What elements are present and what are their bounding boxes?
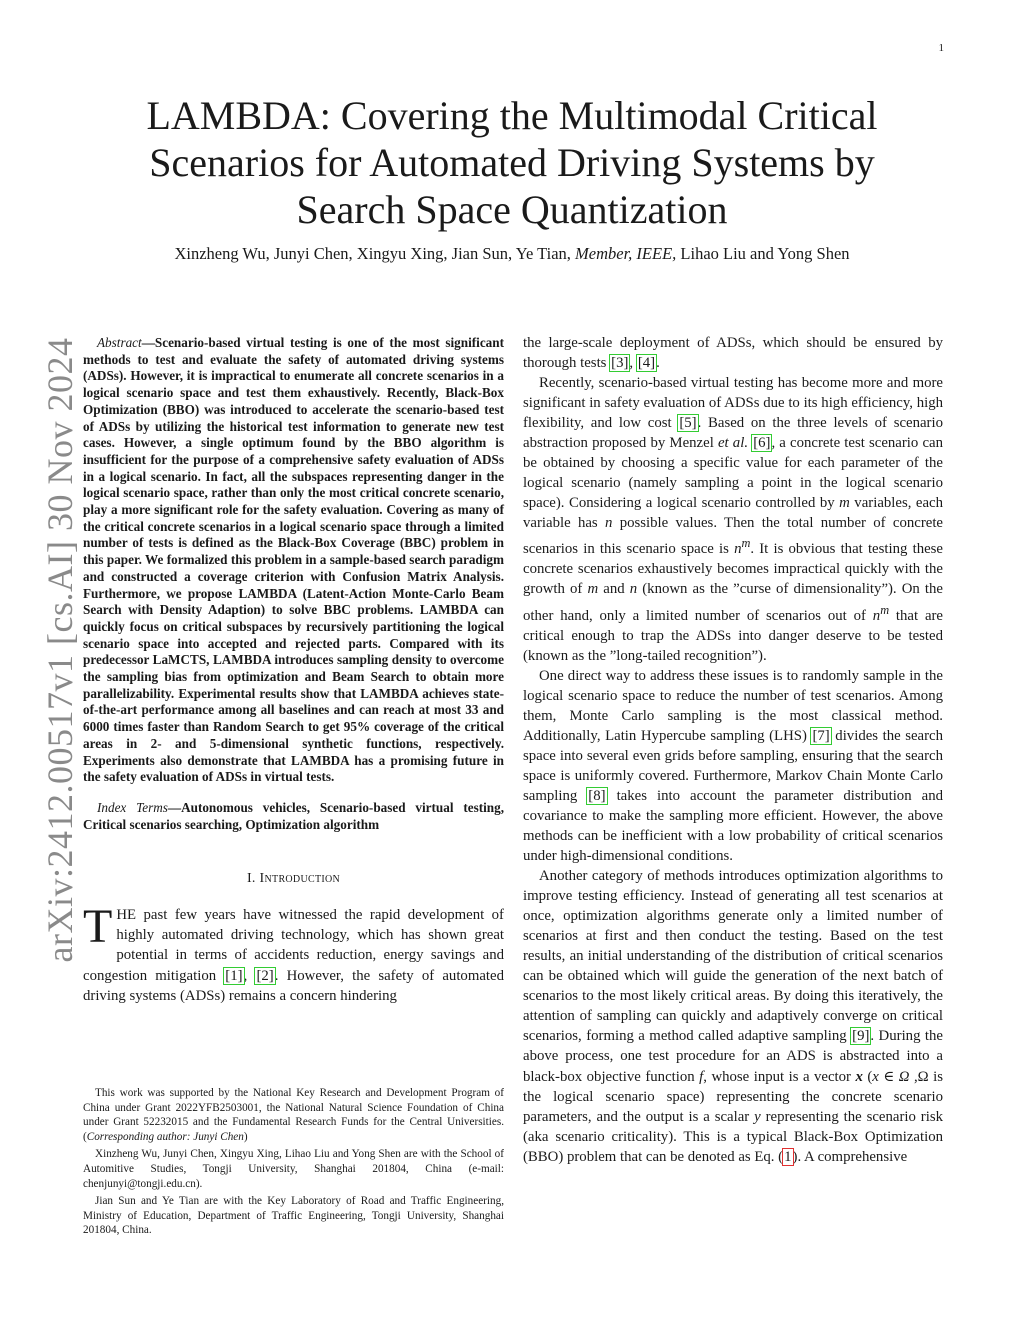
text: variables, each variable has — [523, 495, 944, 532]
text: and — [598, 581, 630, 598]
intro-text-b: . However, the safety of automated driving systems (ADSs) remains a concern hindering — [83, 967, 504, 1004]
abstract — [83, 335, 504, 786]
page-number: 1 — [938, 42, 944, 54]
left-column — [83, 335, 504, 1006]
math-var: n — [605, 515, 613, 532]
text: Recently, scenario-based virtual testing has become more and more significant in safety evaluation of ADSs due to its high efficiency, high flexibility, and low cost — [523, 375, 943, 432]
math-var: n — [872, 607, 881, 624]
equation-link[interactable]: 1 — [784, 1148, 792, 1165]
paragraph — [523, 373, 943, 666]
citation-link[interactable]: [8] — [588, 787, 606, 804]
text: that are critical enough to trap the ADSs into danger deserve to be tested (known as the ”long-tailed recognition”). — [523, 607, 944, 664]
footnote-corresponding: Corresponding author: Junyi Chen — [86, 1130, 244, 1143]
index-terms-lead: Index Terms — [97, 799, 168, 815]
math-expression: x ∈ Ω — [872, 1068, 910, 1085]
drop-cap: T — [83, 900, 113, 954]
intro-text-a: past few years have witnessed the rapid development of highly automated driving technology, which has shown great potential in terms of accidents reduction, energy savings and congestion mitigation — [83, 907, 504, 984]
right-column — [523, 333, 943, 1167]
math-var: y — [754, 1108, 761, 1125]
text: . It is obvious that testing these concrete scenarios exhaustively becomes impractical quickly with the growth of — [523, 541, 943, 598]
text: possible values. Then the total number of concrete scenarios in this scenario space is — [523, 515, 943, 558]
text: , whose input is a vector — [703, 1068, 856, 1085]
math-var: m — [839, 495, 850, 512]
authors-membership: Member, IEEE, — [575, 244, 677, 263]
section-numeral: I. — [246, 871, 256, 887]
text: . — [656, 355, 660, 372]
text: . During the above process, one test procedure for an ADS is abstracted into a black-box objective function — [523, 1028, 943, 1085]
paragraph — [523, 333, 943, 373]
paragraph — [523, 866, 943, 1167]
math-var: f — [699, 1068, 704, 1085]
citation-link[interactable]: [4] — [637, 355, 656, 372]
text: representing the scenario risk (aka scenario criticality). This is a typical Black-Box Optimization (BBO) problem that can be denoted as Eq. ( — [523, 1108, 943, 1165]
intro-paragraph — [83, 900, 504, 1005]
citation-link[interactable]: [2] — [256, 967, 274, 984]
citation-link[interactable]: [3] — [611, 355, 629, 372]
text: ,Ω is the logical scenario space) representing the concrete scenario parameters, and the output is a scalar — [523, 1068, 943, 1125]
paper-title — [100, 92, 924, 233]
section-heading-introduction — [83, 871, 504, 887]
citation-link[interactable]: [9] — [852, 1028, 870, 1045]
text: , a concrete test scenario can be obtained by choosing a specific value for each parameter of the logical scenario (namely sampling a point in the logical scenario space). Considering a logical scenario controlled by — [523, 435, 943, 512]
math-vector: x — [855, 1068, 863, 1085]
footnote-close: ) — [243, 1130, 248, 1143]
abstract-text: —Scenario-based virtual testing is one of the most significant methods to test and evaluate the safety of automated driving systems (ADSs). However, it is impractical to enumerate all concrete scenarios in a logical scenario space and test them exhaustively. Recently, Black-Box Optimization (BBO) was introduced to accelerate the scenario-based test of ADSs by utilizing the historical test information to generate new test cases. However, a single optimum found by the BBO algorithm is insufficient for the purpose of a comprehensive safety evaluation of ADSs in a logical scenario. In fact, all the subspaces representing danger in the logical scenario space, rather than only the most critical concrete scenario, play a more significant role for the safety evaluation. Covering as many of the critical concrete scenarios in a logical scenario space through a limited number of tests is defined as the Black-Box Coverage (BBC) problem in this paper. We formalized this problem in a sample-based search paradigm and constructed a coverage criterion with Confusion Matrix Analysis. Furthermore, we propose LAMBDA (Latent-Action Monte-Carlo Beam Search with Density Adaption) to solve BBC problems. LAMBDA can quickly focus on critical subspaces by recursively partitioning the logical scenario space into accepted and rejected parts. Compared with its predecessor LaMCTS, LAMBDA introduces sampling density to overcome the sampling bias from optimization and Beam Search to obtain more parallelizability. Experimental results show that LAMBDA achieves state-of-the-art performance among all baselines and can reach at most 33 and 6000 times faster than Random Search to get 95% coverage of the critical areas in 2- and 5-dimensional synthetic functions, respectively. Experiments also demonstrate that LAMBDA has a promising future in the safety evaluation of ADSs in virtual tests. — [83, 335, 504, 785]
intro-first-word: HE — [116, 907, 137, 924]
math-exponent: m — [880, 602, 890, 617]
text: divides the search space into several even grids before sampling, ensuring that the search space is uniformly covered. Furthermore, Markov Chain Monte Carlo sampling — [523, 727, 943, 804]
index-terms-text: —Autonomous vehicles, Scenario-based virtual testing, Critical scenarios searching, Optimization algorithm — [83, 799, 504, 832]
math-var: n — [629, 581, 638, 598]
text: (known as the ”curse of dimensionality”). On the other hand, only a limited number of scenarios out of — [523, 581, 944, 624]
author-list — [80, 244, 944, 264]
title-line-3: Search Space Quantization — [296, 187, 728, 232]
arxiv-identifier: arXiv:2412.00517v1 [cs.AI] 30 Nov 2024 — [40, 337, 80, 963]
footnote-affiliation-1: Xinzheng Wu, Junyi Chen, Xingyu Xing, Lihao Liu and Yong Shen are with the School of Automitive Studies, Tongji University, Shanghai 201804, China (e-mail: chenjunyi@tongji.edu.cn). — [83, 1148, 504, 1190]
title-line-2: Scenarios for Automated Driving Systems by — [149, 140, 875, 185]
text: the large-scale deployment of ADSs, which should be ensured by thorough tests — [523, 335, 943, 372]
math-exponent: m — [741, 536, 751, 551]
text: . Based on the three levels of scenario abstraction proposed by Menzel — [523, 415, 943, 452]
intro-sep: , — [243, 967, 256, 984]
footnotes — [83, 1086, 504, 1241]
abstract-lead: Abstract — [97, 335, 142, 350]
citation-link[interactable]: [5] — [679, 415, 697, 432]
text: Another category of methods introduces optimization algorithms to improve testing efficiency. Instead of generating all test scenarios at once, optimization algorithms generate only a limited number of scenarios at first and then conduct the testing. Based on the test results, an initial understanding of the distribution of critical scenarios can be obtained which will guide the generation of the next batch of scenarios to the most likely critical areas. By doing this iteratively, the attention of sampling can quickly and adaptively converge on critical scenarios, forming a method called adaptive sampling — [523, 868, 943, 1045]
citation-link[interactable]: [7] — [812, 727, 830, 744]
text: One direct way to address these issues is to randomly sample in the logical scenario space to reduce the number of test scenarios. Among them, Monte Carlo sampling is the most classical method. Additionally, Latin Hypercube sampling (LHS) — [523, 667, 943, 744]
authors-after: Lihao Liu and Yong Shen — [680, 244, 850, 263]
math-var: m — [587, 581, 599, 598]
text: , — [629, 355, 637, 372]
citation-link[interactable]: [1] — [225, 967, 243, 984]
section-title: Introduction — [259, 871, 341, 887]
title-line-1: LAMBDA: Covering the Multimodal Critical — [146, 93, 878, 138]
citation-link[interactable]: [6] — [753, 435, 771, 452]
paragraph — [523, 666, 943, 866]
text-italic: et al. — [717, 435, 749, 452]
text: takes into account the parameter distribution and covariance to make the sampling more efficient. However, the above methods can be inefficient with a low probability of critical scenarios under high-dimensional conditions. — [523, 787, 943, 865]
text: ). A comprehensive — [792, 1148, 908, 1165]
footnote-affiliation-2: Jian Sun and Ye Tian are with the Key Laboratory of Road and Traffic Engineering, Ministry of Education, Department of Traffic Engineering, Tongji University, Shanghai 201804, China. — [83, 1195, 504, 1237]
text: ( — [862, 1068, 873, 1085]
footnote-funding — [83, 1086, 504, 1144]
footnote-funding-text: This work was supported by the National Key Research and Development Program of China under Grant 2022YFB2503001, the National Natural Science Foundation of China under Grant 52232015 and the Fundamental Research Funds for the Central Universities. ( — [83, 1087, 504, 1143]
index-terms — [83, 800, 504, 833]
authors-before: Xinzheng Wu, Junyi Chen, Xingyu Xing, Jian Sun, Ye Tian, — [174, 244, 571, 263]
math-var: n — [734, 541, 742, 558]
